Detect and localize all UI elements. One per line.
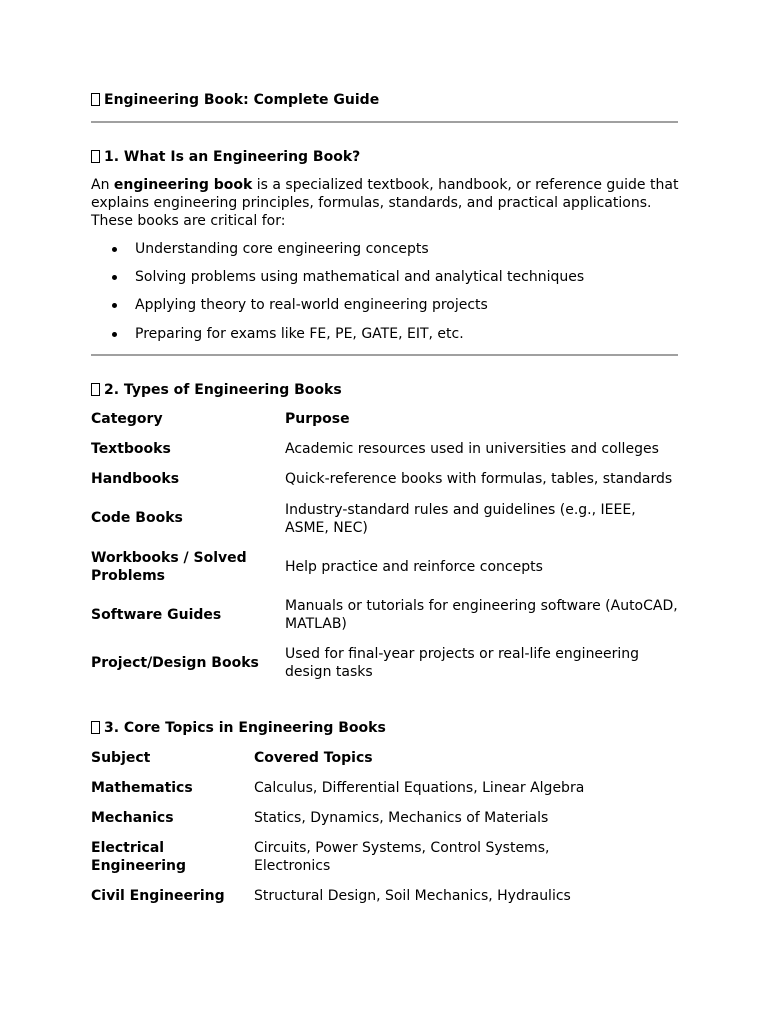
table-cell-key: Workbooks / Solved Problems [91,550,247,584]
bullet-icon [112,247,117,252]
intro-text: is a specialized textbook, handbook, or reference guide that explains engineering principles, formulas, standards, and practical applications. These books are critical for: [91,177,679,229]
table-cell-key: Civil Engineering [91,888,225,904]
horizontal-rule [91,121,678,123]
intro-text: An [91,177,114,193]
list-item-text: Solving problems using mathematical and analytical techniques [135,269,585,285]
column-header: Category [91,411,163,427]
intro-bold-term: engineering book [113,177,253,193]
section-heading [91,148,360,166]
list-item [91,240,678,258]
document-title [91,91,379,109]
bullet-icon [112,303,117,308]
list-item [91,268,678,286]
column-header: Subject [91,750,151,766]
table-cell-key: Mathematics [91,780,193,796]
section-heading [91,381,342,399]
list-item-text: Understanding core engineering concepts [135,241,429,257]
table-cell: Circuits, Power Systems, Control Systems, Electronics [254,840,550,874]
table-cell: Statics, Dynamics, Mechanics of Materials [254,810,549,826]
table-cell-key: Project/Design Books [91,655,259,671]
table-cell-key: Electrical Engineering [91,840,186,874]
list-item [91,325,678,343]
table-cell-key: Mechanics [91,810,174,826]
table-cell: Industry-standard rules and guidelines (e.g., IEEE, ASME, NEC) [285,502,636,536]
section-heading [91,719,386,737]
missing-glyph-icon [91,150,100,163]
table-cell: Manuals or tutorials for engineering software (AutoCAD, MATLAB) [285,598,678,632]
bullet-icon [112,332,117,337]
table-cell: Structural Design, Soil Mechanics, Hydraulics [254,888,571,904]
document-title-text: Engineering Book: Complete Guide [104,92,380,108]
missing-glyph-icon [91,383,100,396]
missing-glyph-icon [91,721,100,734]
bullet-icon [112,275,117,280]
intro-paragraph [91,176,681,230]
missing-glyph-icon [91,93,100,106]
section-heading-text: 3. Core Topics in Engineering Books [104,720,386,736]
column-header: Purpose [285,411,350,427]
table-cell-key: Handbooks [91,471,180,487]
table-cell: Academic resources used in universities and colleges [285,441,659,457]
section-heading-text: 1. What Is an Engineering Book? [104,149,361,165]
column-header: Covered Topics [254,750,373,766]
table-cell-key: Textbooks [91,441,171,457]
list-item [91,296,678,314]
table-cell-key: Code Books [91,510,183,526]
table-cell: Calculus, Differential Equations, Linear Algebra [254,780,585,796]
list-item-text: Preparing for exams like FE, PE, GATE, EIT, etc. [135,326,464,342]
table-cell: Help practice and reinforce concepts [285,559,543,575]
section-heading-text: 2. Types of Engineering Books [104,382,342,398]
table-cell: Used for final-year projects or real-life engineering design tasks [285,646,640,680]
horizontal-rule [91,354,678,356]
table-cell-key: Software Guides [91,607,222,623]
list-item-text: Applying theory to real-world engineering projects [135,297,488,313]
table-cell: Quick-reference books with formulas, tables, standards [285,471,673,487]
